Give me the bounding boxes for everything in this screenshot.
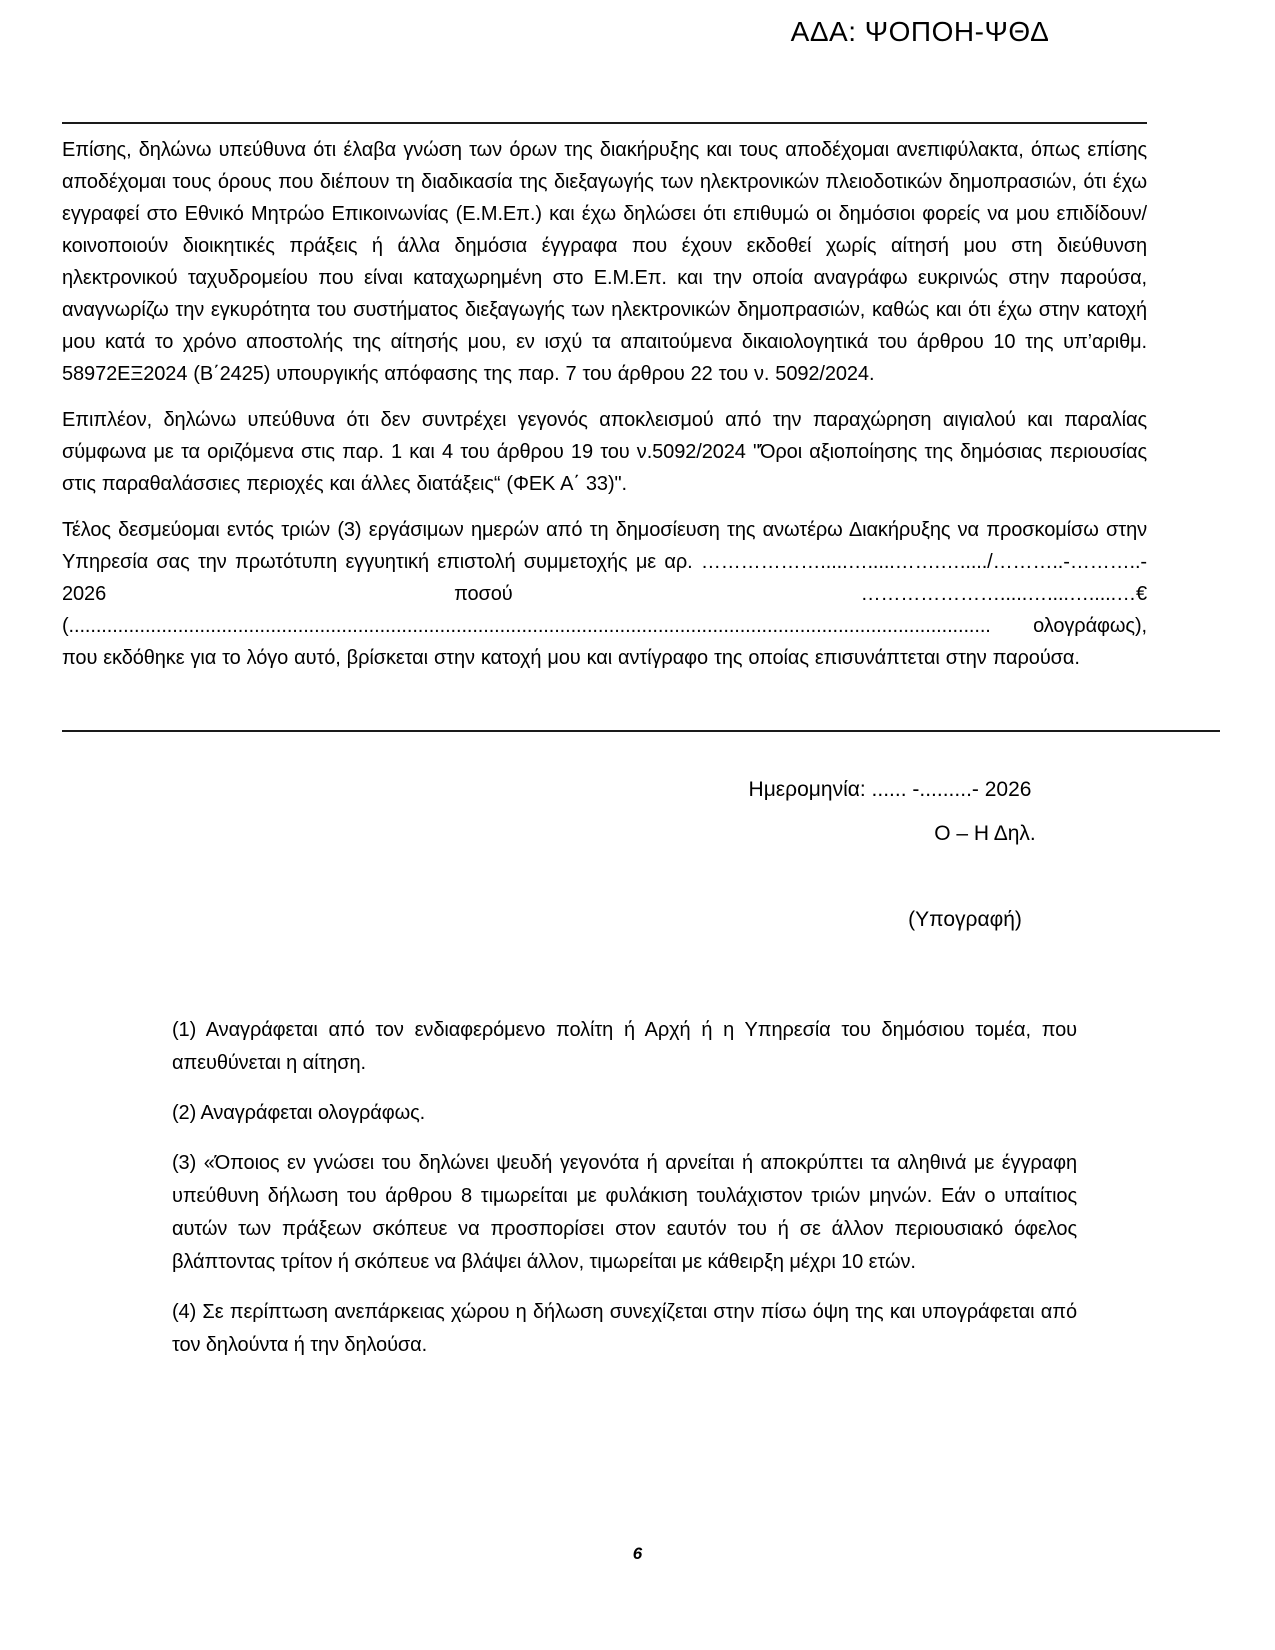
footnote-3: (3) «Όποιος εν γνώσει του δηλώνει ψευδή γεγονότα ή αρνείται ή αποκρύπτει τα αληθινά με έγγραφη υπεύθυνη δήλωση του άρθρου 8 τιμωρείται με φυλάκιση τουλάχιστον τριών μηνών. Εάν ο υπαίτιος αυτών των πράξεων σκόπευε να προσπορίσει στον εαυτόν του ή σε άλλον περιουσιακό όφελος βλάπτοντας τρίτον ή σκόπευε να βλάψει άλλον, τιμωρείται με κάθειρξη μέχρι 10 ετών. (172, 1152, 1077, 1273)
ada-code-header: ΑΔΑ: ΨΟΠΟΗ-ΨΘΔ (790, 16, 1050, 47)
footnotes-block (172, 1014, 1077, 1379)
page-number: 6 (632, 1544, 643, 1563)
declaration-paragraph-3: Τέλος δεσμεύομαι εντός τριών (3) εργάσιμων ημερών από τη δημοσίευση της ανωτέρω Διακήρυξης να προσκομίσω στην Υπηρεσία σας την πρωτότυπη εγγυητική επιστολή συμμετοχής με αρ. ……………….....….....…….…...../………..-………..- 2026 ποσού ………………….....…....….....…€ (......................................................................................................................................................................... ολογράφως), που εκδόθηκε για το λόγο αυτό, βρίσκεται στην κατοχή μου και αντίγραφο της οποίας επισυνάπτεται στην παρούσα. (62, 519, 1147, 669)
bottom-divider (62, 730, 1220, 732)
signature-caption: (Υπογραφή) (908, 908, 1022, 931)
top-divider (62, 122, 1147, 124)
declaration-paragraph-1: Επίσης, δηλώνω υπεύθυνα ότι έλαβα γνώση των όρων της διακήρυξης και τους αποδέχομαι ανεπιφύλακτα, όπως επίσης αποδέχομαι τους όρους που διέπουν τη διαδικασία της διεξαγωγής των ηλεκτρονικών πλειοδοτικών δημοπρασιών, ότι έχω εγγραφεί στο Εθνικό Μητρώο Επικοινωνίας (Ε.Μ.Επ.) και έχω δηλώσει ότι επιθυμώ οι δημόσιοι φορείς να μου επιδίδουν/κοινοποιούν διοικητικές πράξεις ή άλλα δημόσια έγγραφα που έχουν εκδοθεί χωρίς αίτησή μου στη διεύθυνση ηλεκτρονικού ταχυδρομείου που είναι καταχωρημένη στο Ε.Μ.Επ. και την οποία αναγράφω ευκρινώς στην παρούσα, αναγνωρίζω την εγκυρότητα του συστήματος διεξαγωγής των ηλεκτρονικών δημοπρασιών, καθώς και ότι έχω στην κατοχή μου κατά το χρόνο αποστολής της αίτησής μου, εν ισχύ τα απαιτούμενα δικαιολογητικά του άρθρου 10 της υπ’αριθμ. 58972ΕΞ2024 (Β΄2425) υπουργικής απόφασης της παρ. 7 του άρθρου 22 του ν. 5092/2024. (62, 139, 1147, 385)
declaration-body (62, 134, 1147, 688)
declarant-line: Ο – Η Δηλ. (934, 822, 1036, 845)
footnote-4: (4) Σε περίπτωση ανεπάρκειας χώρου η δήλωση συνεχίζεται στην πίσω όψη της και υπογράφεται από τον δηλούντα ή την δηλούσα. (172, 1301, 1077, 1356)
declaration-paragraph-2: Επιπλέον, δηλώνω υπεύθυνα ότι δεν συντρέχει γεγονός αποκλεισμού από την παραχώρηση αιγιαλού και παραλίας σύμφωνα με τα οριζόμενα στις παρ. 1 και 4 του άρθρου 19 του ν.5092/2024 "Όροι αξιοποίησης της δημόσιας περιουσίας στις παραθαλάσσιες περιοχές και άλλες διατάξεις“ (ΦΕΚ Α΄ 33)". (62, 409, 1147, 495)
footnote-2: (2) Αναγράφεται ολογράφως. (172, 1102, 426, 1124)
date-line: Ημερομηνία: ...... -.........- 2026 (748, 778, 1032, 801)
footnote-1: (1) Αναγράφεται από τον ενδιαφερόμενο πολίτη ή Αρχή ή η Υπηρεσία του δημόσιου τομέα, που απευθύνεται η αίτηση. (172, 1019, 1077, 1074)
